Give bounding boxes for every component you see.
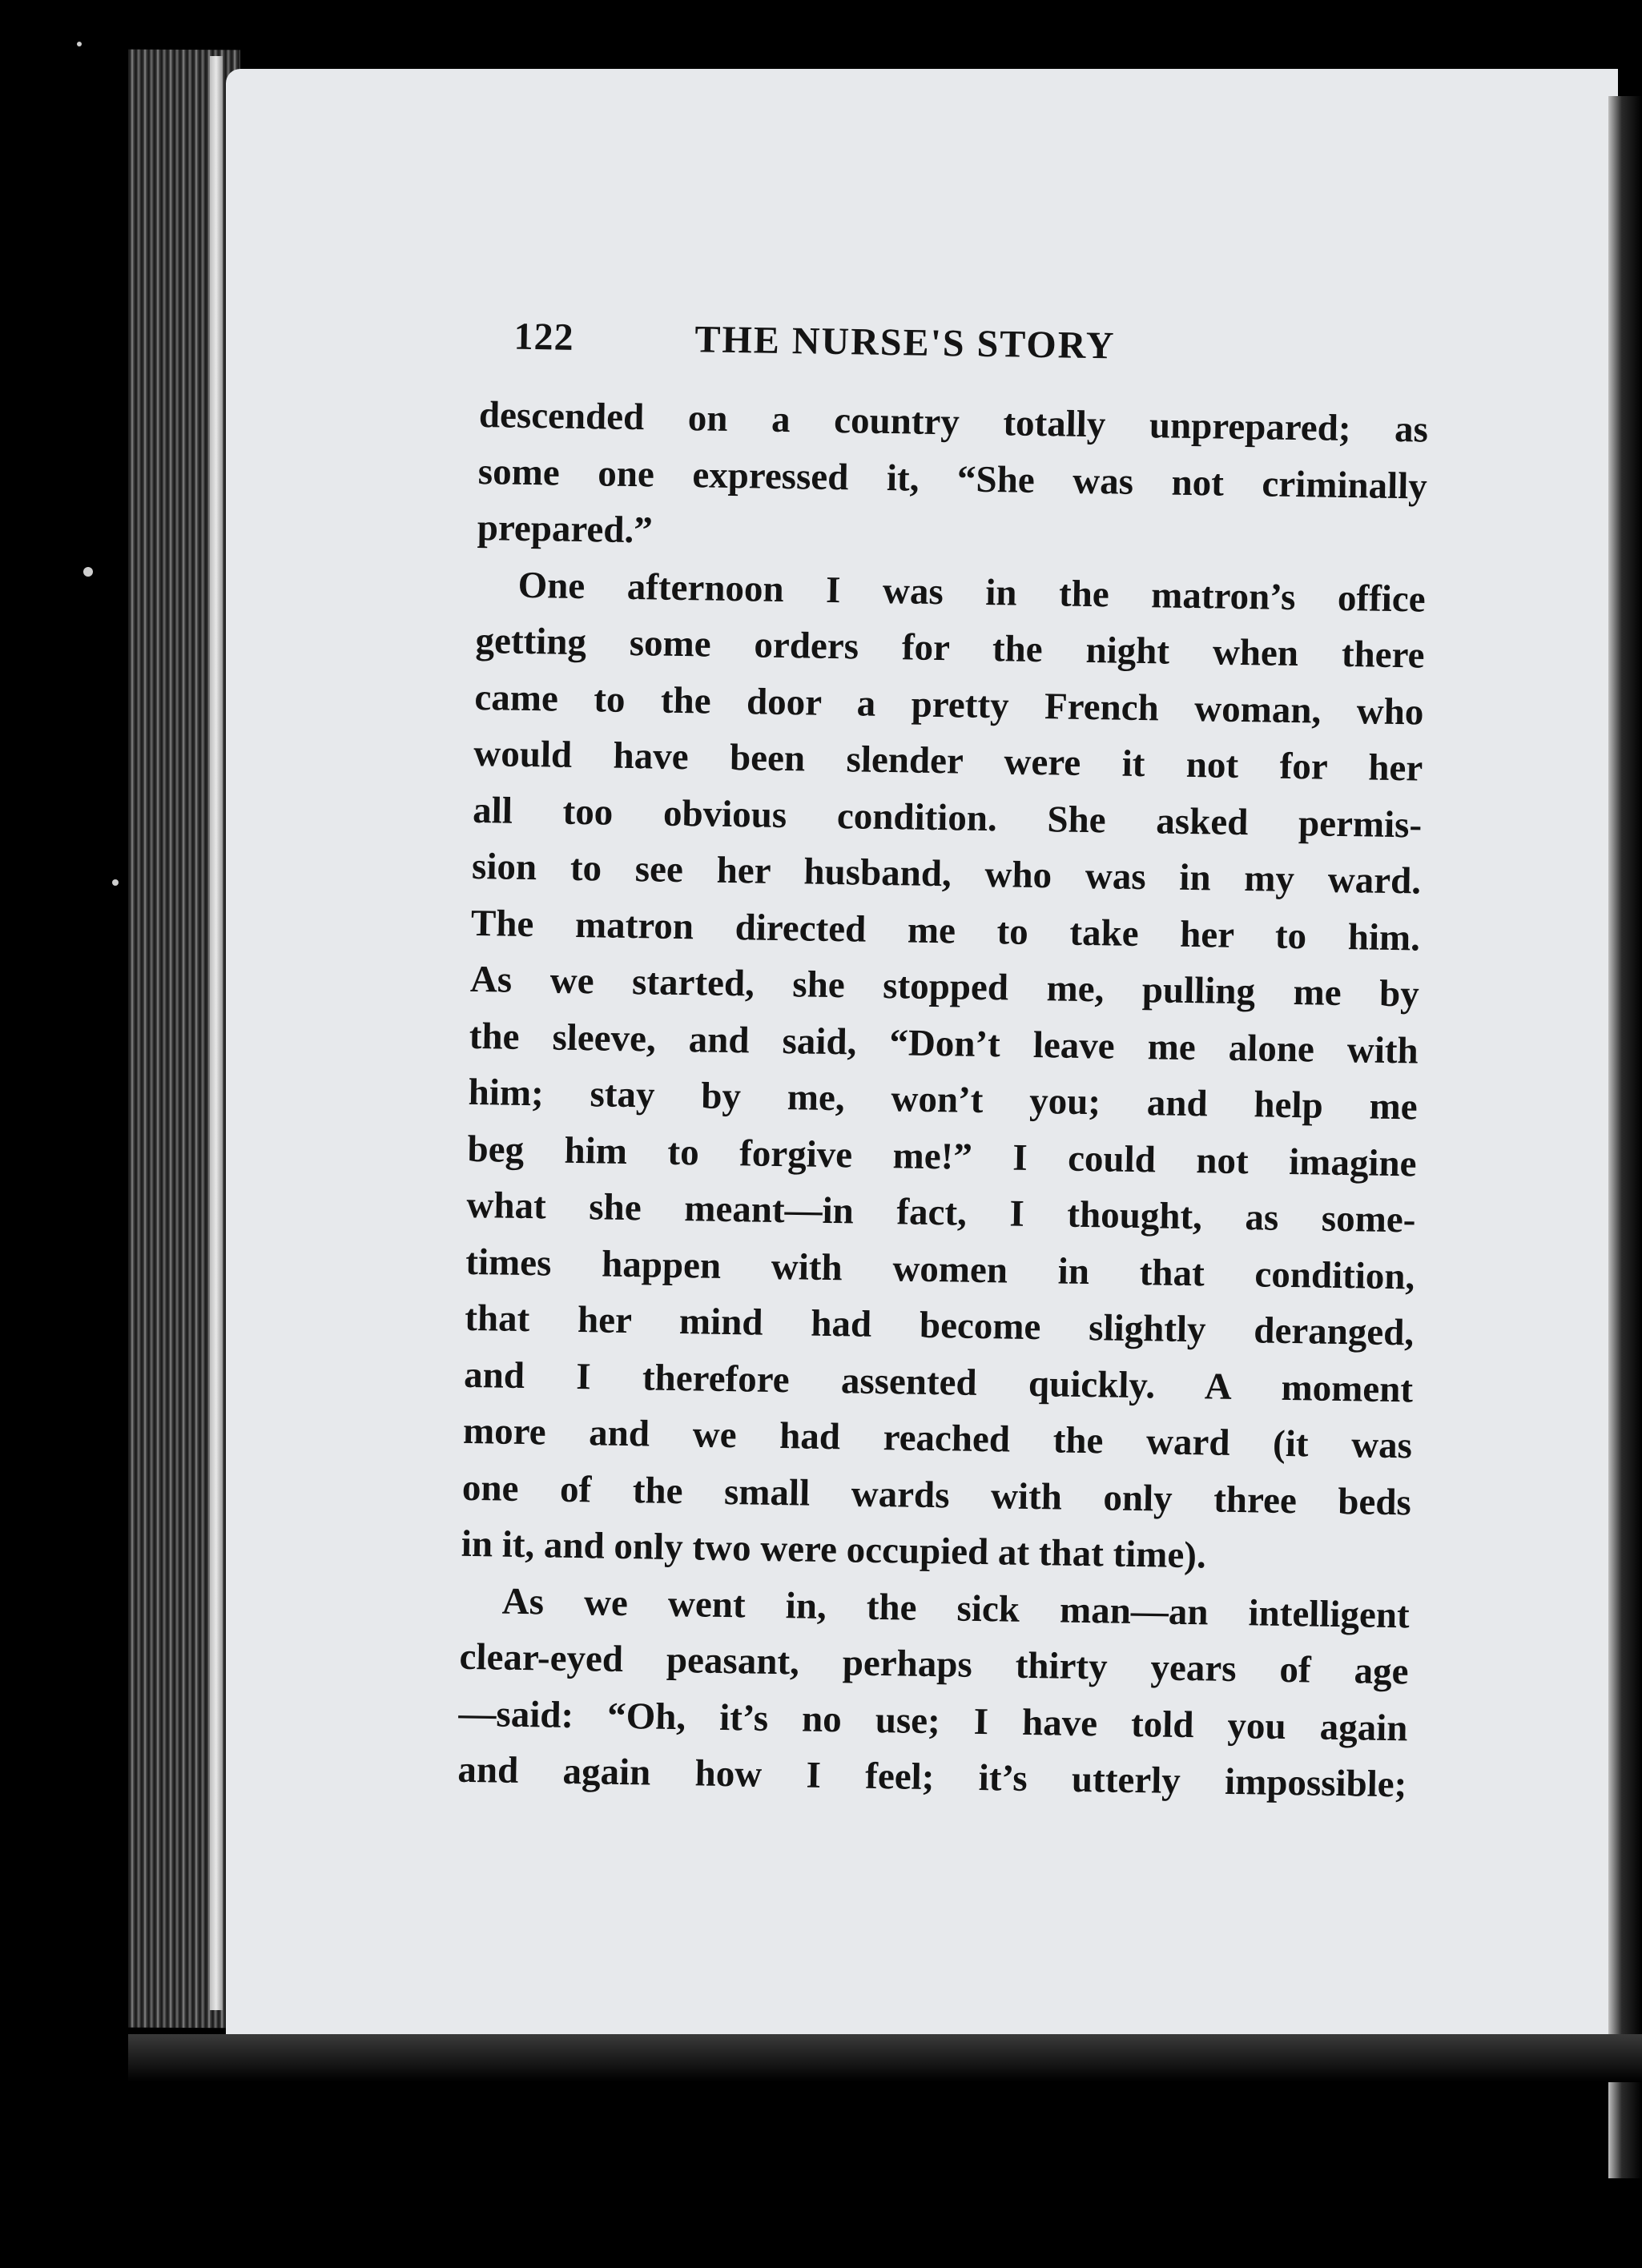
- text-line: came to the door a pretty French woman, who: [474, 676, 1424, 734]
- page-edge-highlight: [210, 56, 223, 2010]
- text-line: prepared.”: [477, 506, 654, 552]
- text-line: and I therefore assented quickly. A moment: [463, 1353, 1414, 1410]
- text-line: sion to see her husband, who was in my ward.: [471, 845, 1422, 903]
- text-line: some one expressed it, “She was not criminally: [477, 450, 1428, 508]
- text-line: The matron directed me to take her to him.: [470, 902, 1421, 959]
- text-line: one of the small wards with only three beds: [461, 1466, 1412, 1523]
- text-line: beg him to forgive me!” I could not imagine: [467, 1128, 1417, 1184]
- text-line: As we went in, the sick man—an intelligent: [501, 1580, 1411, 1636]
- text-line: and again how I feel; it’s utterly impossible;: [457, 1748, 1407, 1806]
- text-line: would have been slender were it not for her: [473, 732, 1423, 790]
- text-line: all too obvious condition. She asked permis-: [472, 789, 1423, 846]
- text-line: descended on a country totally unprepared; as: [478, 393, 1429, 451]
- text-line: One afternoon I was in the matron’s office: [517, 564, 1426, 621]
- scan-speck: [112, 879, 119, 886]
- text-line: more and we had reached the ward (it was: [462, 1409, 1413, 1467]
- scan-speck: [77, 42, 82, 46]
- text-line: As we started, she stopped me, pulling me by: [469, 958, 1420, 1015]
- text-line: that her mind had become slightly deranged,: [464, 1297, 1415, 1354]
- text-line: getting some orders for the night when there: [475, 619, 1425, 677]
- page-number: 122: [513, 315, 574, 359]
- text-line: him; stay by me, won’t you; and help me: [468, 1071, 1418, 1128]
- running-title: THE NURSE'S STORY: [694, 318, 1116, 368]
- scan-speck: [83, 567, 93, 577]
- page-edges: [128, 50, 240, 2029]
- bottom-shadow: [128, 2034, 1642, 2082]
- text-line: in it, and only two were occupied at that time).: [461, 1522, 1207, 1577]
- text-line: times happen with women in that condition,: [465, 1241, 1415, 1297]
- text-line: —said: “Oh, it’s no use; I have told you again: [458, 1692, 1408, 1749]
- page-text: [457, 314, 1430, 1813]
- next-page-edge: [1608, 96, 1642, 2178]
- text-line: what she meant—in fact, I thought, as some-: [466, 1184, 1416, 1241]
- text-line: clear-eyed peasant, perhaps thirty years of age: [459, 1635, 1409, 1693]
- text-line: the sleeve, and said, “Don’t leave me alone with: [469, 1015, 1419, 1072]
